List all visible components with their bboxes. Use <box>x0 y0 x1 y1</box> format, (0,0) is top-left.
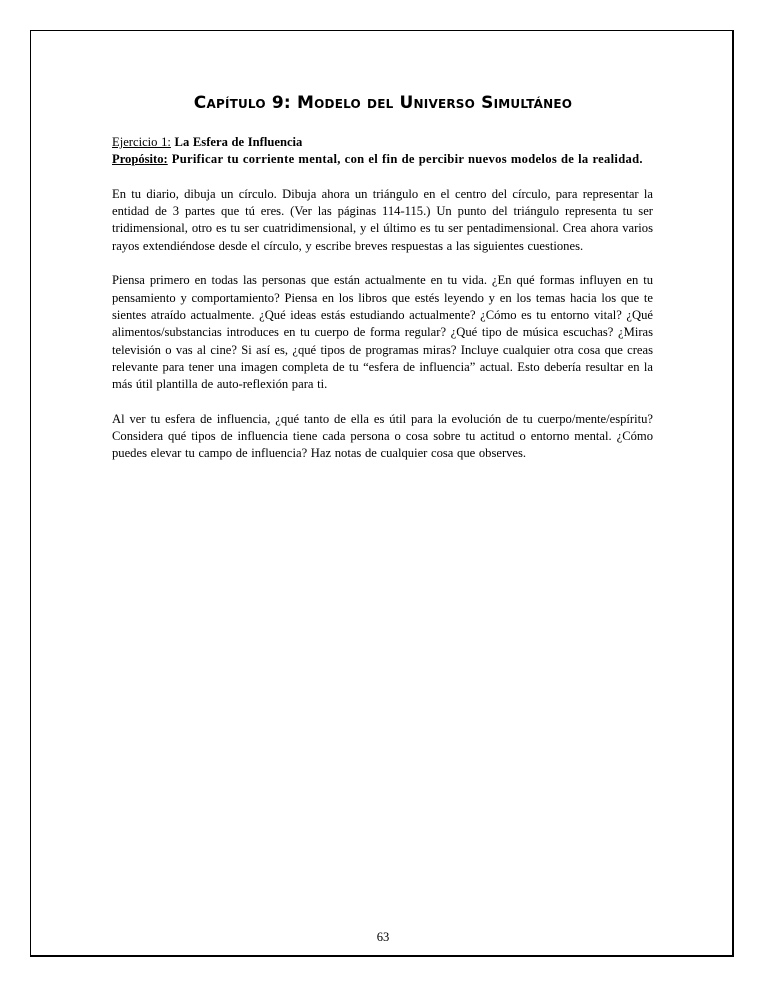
exercise-title: La Esfera de Influencia <box>170 135 303 149</box>
paragraph-diary: En tu diario, dibuja un círculo. Dibuja ahora un triángulo en el centro del círculo, para representar la entidad de 3 partes que tú eres. (Ver las páginas 114-115.) Un punto del triángulo representa tu ser tridimensional, otro es tu ser cuatridimensional, y el último es tu ser pentadimensional. Crea ahora varios rayos extendiéndose desde el círculo, y escribe breves respuestas a las siguientes cuestiones. <box>112 186 653 253</box>
paragraph-people: Piensa primero en todas las personas que están actualmente en tu vida. ¿En qué formas influyen en tu pensamiento y comportamiento? Piensa en los libros que estés leyendo y en los temas hacia los que te sientes atraído actualmente. ¿Qué ideas estás estudiando actualmente? ¿Cómo es tu entorno vital? ¿Qué alimentos/substancias introduces en tu cuerpo de forma regular? ¿Qué tipo de música escuchas? ¿Miras televisión o vas al cine? Si así es, ¿qué tipos de programas miras? Incluye cualquier otra cosa que creas relevante para tener una imagen completa de tu “esfera de influencia” actual. Esto debería resultar en la más útil plantilla de auto-reflexión para ti. <box>112 273 653 392</box>
purpose-text: Purificar tu corriente mental, con el fin de percibir nuevos modelos de la realidad. <box>167 152 643 167</box>
page-number: 63 <box>376 930 390 944</box>
page-frame <box>30 30 734 957</box>
purpose-line <box>112 151 653 168</box>
chapter-title: Capítulo 9: Modelo del Universo Simultáneo <box>193 93 573 113</box>
exercise-heading <box>112 134 653 151</box>
exercise-label: Ejercicio 1: <box>112 135 171 149</box>
purpose-label: Propósito: <box>112 152 168 167</box>
paragraph-evolution: Al ver tu esfera de influencia, ¿qué tanto de ella es útil para la evolución de tu cuerpo/mente/espíritu? Considera qué tipos de influencia tiene cada persona o cosa sobre tu actitud o entorno mental. ¿Cómo puedes elevar tu campo de influencia? Haz notas de cualquier cosa que observes. <box>112 411 653 461</box>
content-body <box>112 134 653 463</box>
